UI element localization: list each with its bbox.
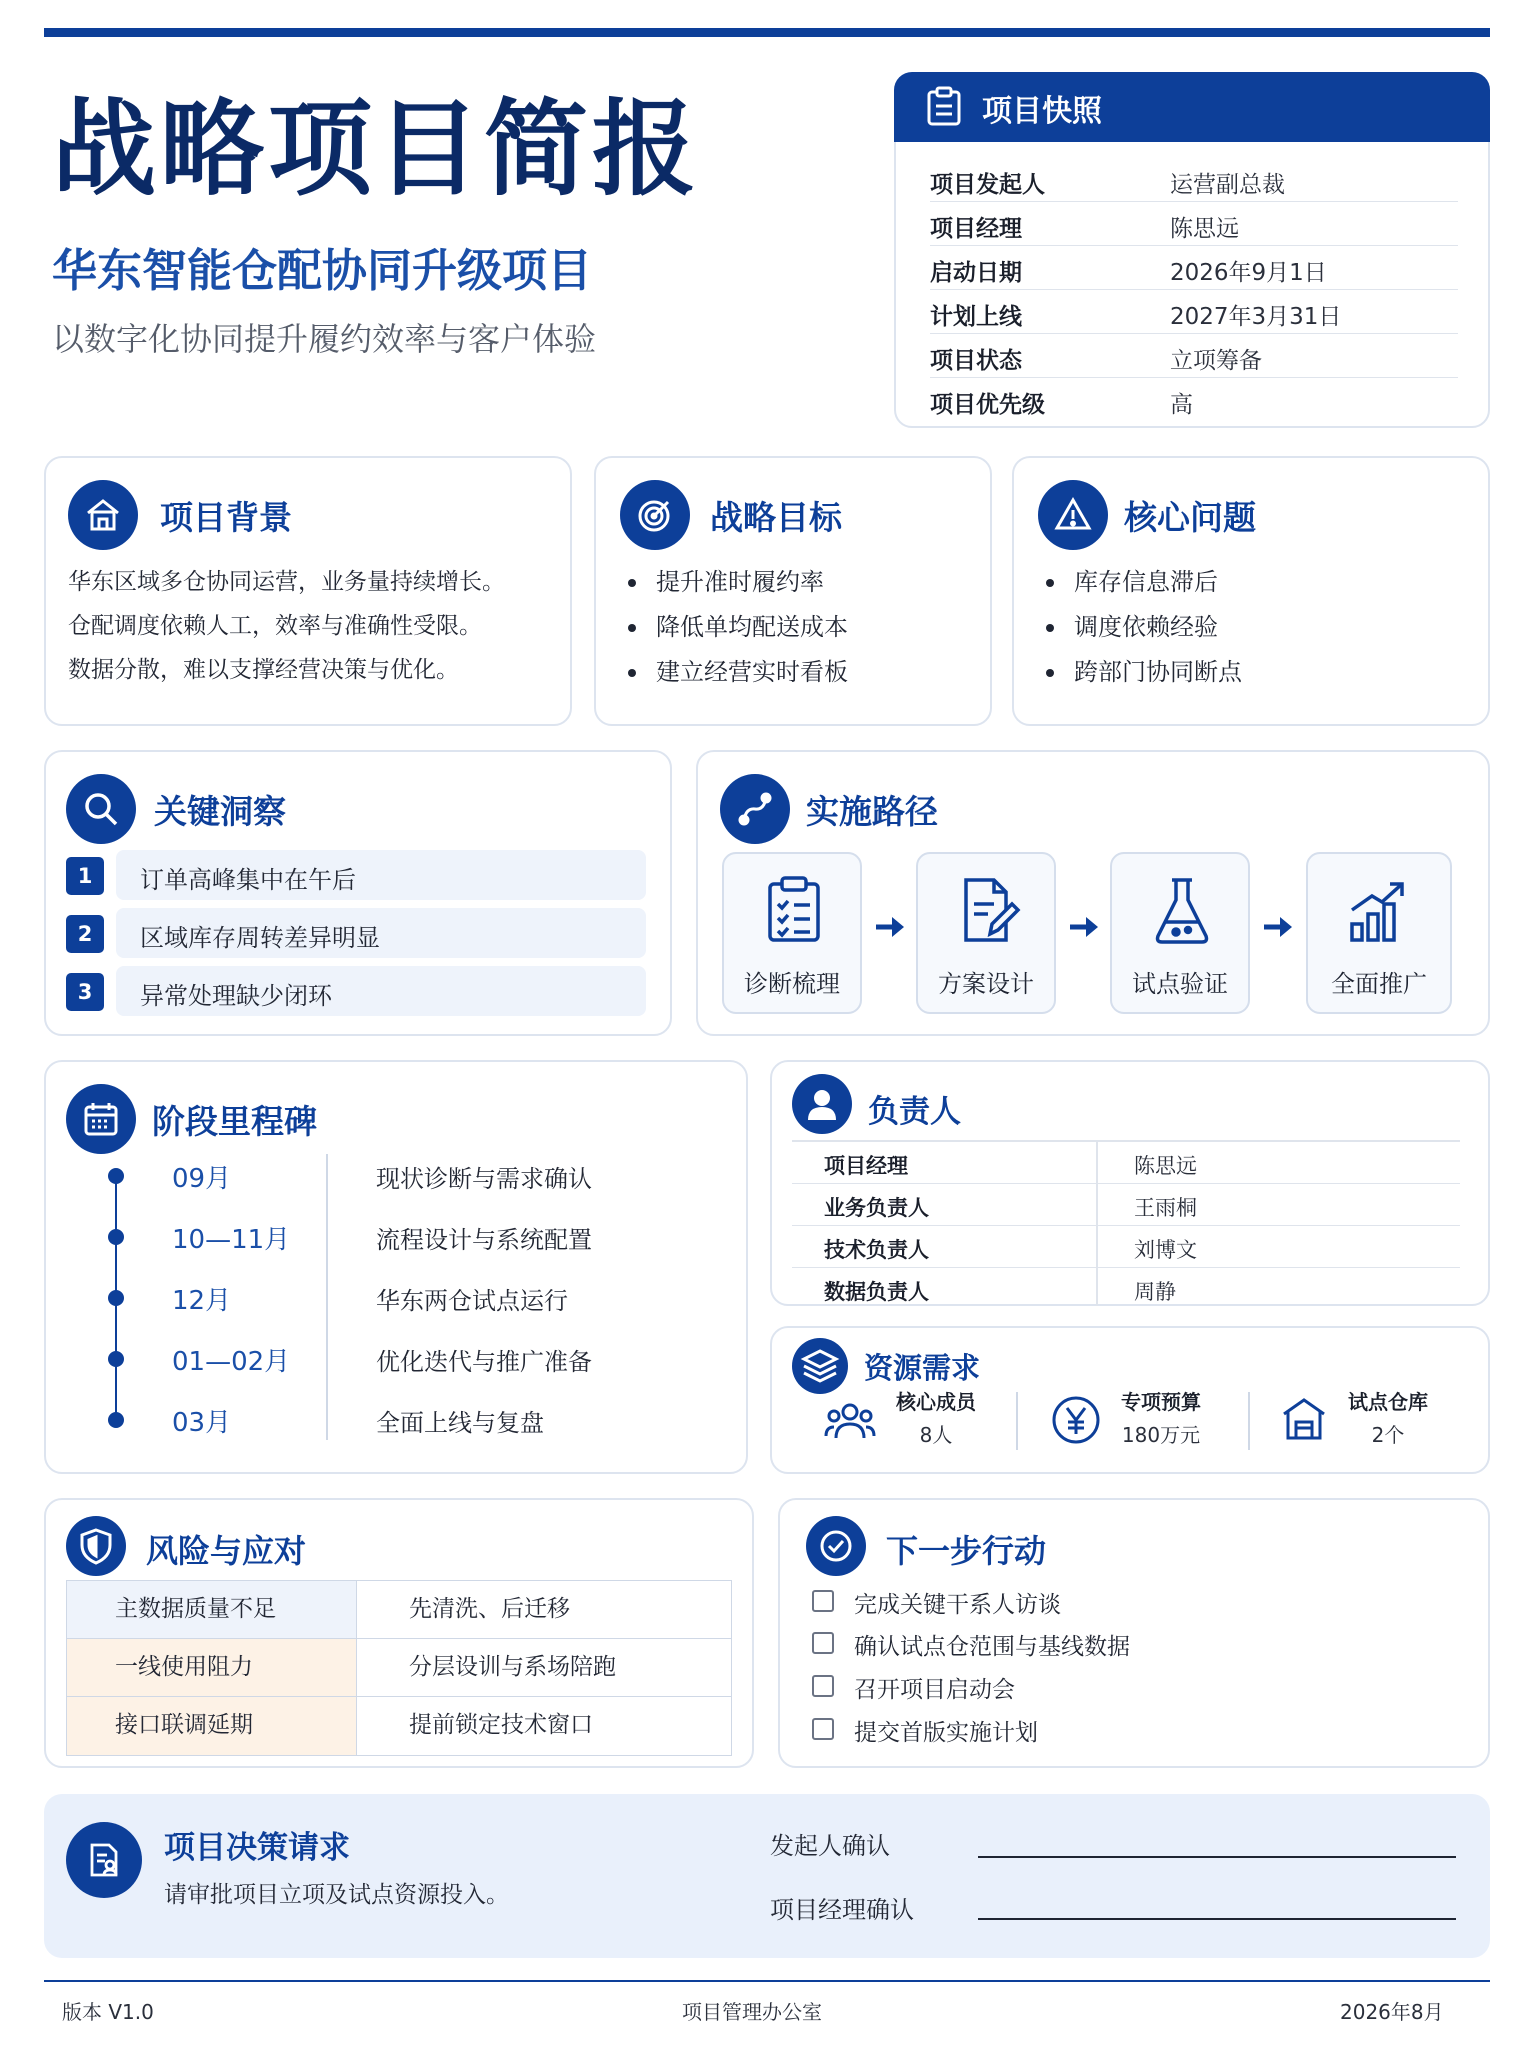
owners-card xyxy=(770,1060,1490,1306)
owner-row: 数据负责人 周静 xyxy=(824,1280,1176,1304)
timeline-dot xyxy=(108,1168,124,1184)
timeline-dot xyxy=(108,1412,124,1428)
decision-text: 请审批项目立项及试点资源投入。 xyxy=(164,1882,509,1908)
footer-office: 项目管理办公室 xyxy=(682,2000,822,2024)
milestones-title: 阶段里程碑 xyxy=(152,1102,317,1141)
insight-number: 3 xyxy=(66,973,104,1011)
flask-icon xyxy=(1148,874,1216,946)
snapshot-header xyxy=(894,72,1490,142)
footer-divider xyxy=(44,1980,1490,1982)
owner-row: 技术负责人 刘博文 xyxy=(792,1226,1460,1268)
resource-warehouses: 试点仓库 2个 xyxy=(1348,1390,1428,1447)
warehouse-icon xyxy=(1280,1394,1328,1442)
resource-budget: 专项预算 180万元 xyxy=(1121,1390,1201,1447)
list-item: 建立经营实时看板 xyxy=(624,650,848,695)
snapshot-row: 项目状态 立项筹备 xyxy=(930,334,1458,378)
issues-card xyxy=(1012,456,1490,726)
issues-list xyxy=(1042,560,1242,695)
background-title: 项目背景 xyxy=(160,498,292,537)
table-row: 主数据质量不足 先清洗、后迁移 xyxy=(67,1581,731,1639)
goals-card xyxy=(594,456,992,726)
milestone-text: 流程设计与系统配置 xyxy=(376,1226,592,1254)
insight-number: 1 xyxy=(66,857,104,895)
divider xyxy=(326,1154,328,1440)
team-icon xyxy=(824,1400,876,1442)
home-icon xyxy=(68,480,138,550)
issues-title: 核心问题 xyxy=(1124,498,1256,537)
step-design: 方案设计 xyxy=(916,852,1056,1014)
approval-document-icon xyxy=(66,1822,142,1898)
checklist-icon xyxy=(760,874,828,946)
user-icon xyxy=(792,1074,852,1134)
timeline-dot xyxy=(108,1290,124,1306)
snapshot-title: 项目快照 xyxy=(982,94,1102,129)
background-text: 华东区域多仓协同运营，业务量持续增长。 仓配调度依赖人工，效率与准确性受限。 数据分散，难以支撑经营决策与优化。 xyxy=(68,569,505,683)
route-icon xyxy=(720,774,790,844)
next-steps-card: 下一步行动 完成关键干系人访谈 确认试点仓范围与基线数据 召开项目启动会 提交首版实施计划 xyxy=(778,1498,1490,1768)
snapshot-card xyxy=(894,72,1490,428)
arrow-right-icon xyxy=(1068,914,1100,940)
footer-date: 2026年8月 xyxy=(1340,2000,1444,2024)
sponsor-sign-label: 发起人确认 xyxy=(770,1832,890,1860)
risks-title: 风险与应对 xyxy=(146,1532,307,1570)
list-item: 库存信息滞后 xyxy=(1042,560,1242,605)
owners-title: 负责人 xyxy=(868,1094,961,1130)
resource-members: 核心成员 8人 xyxy=(896,1390,976,1447)
divider xyxy=(1248,1392,1250,1450)
milestone-text: 优化迭代与推广准备 xyxy=(376,1348,592,1376)
table-row: 接口联调延期 提前锁定技术窗口 xyxy=(67,1697,731,1755)
snapshot-row: 项目经理 陈思远 xyxy=(930,202,1458,246)
arrow-right-icon xyxy=(874,914,906,940)
path-card xyxy=(696,750,1490,1036)
arrow-right-icon xyxy=(1262,914,1294,940)
list-item: 2 区域库存周转差异明显 xyxy=(66,908,650,958)
list-item: 降低单均配送成本 xyxy=(624,605,848,650)
goals-list xyxy=(624,560,848,695)
snapshot-row: 项目发起人 运营副总裁 xyxy=(930,158,1458,202)
milestone-date: 10—11月 xyxy=(172,1225,291,1255)
table-row: 一线使用阻力 分层设训与系场陪跑 xyxy=(67,1639,731,1697)
milestone-text: 全面上线与复盘 xyxy=(376,1409,544,1437)
timeline-dot xyxy=(108,1351,124,1367)
calendar-icon xyxy=(66,1084,136,1154)
insights-title: 关键洞察 xyxy=(154,792,286,831)
pm-sign-label: 项目经理确认 xyxy=(770,1896,914,1924)
step-diagnosis: 诊断梳理 xyxy=(722,852,862,1014)
milestones-card xyxy=(44,1060,748,1474)
list-item: 跨部门协同断点 xyxy=(1042,650,1242,695)
pm-signature-line[interactable] xyxy=(978,1918,1456,1920)
footer-version: 版本 V1.0 xyxy=(62,2000,154,2024)
goals-title: 战略目标 xyxy=(710,498,842,537)
list-item: 3 异常处理缺少闭环 xyxy=(66,966,650,1016)
resources-title: 资源需求 xyxy=(864,1351,981,1385)
owner-row: 业务负责人 王雨桐 xyxy=(792,1184,1460,1226)
milestone-date: 09月 xyxy=(172,1164,232,1194)
growth-chart-icon xyxy=(1344,874,1412,946)
tagline: 以数字化协同提升履约效率与客户体验 xyxy=(52,320,597,358)
target-icon xyxy=(620,480,690,550)
step-pilot: 试点验证 xyxy=(1110,852,1250,1014)
list-item: 提升准时履约率 xyxy=(624,560,848,605)
clipboard-icon xyxy=(924,85,964,127)
check-circle-icon xyxy=(806,1516,866,1576)
sponsor-signature-line[interactable] xyxy=(978,1856,1456,1858)
milestone-date: 12月 xyxy=(172,1286,232,1316)
decision-title: 项目决策请求 xyxy=(164,1830,350,1866)
milestone-date: 03月 xyxy=(172,1408,232,1438)
project-name: 华东智能仓配协同升级项目 xyxy=(52,244,593,297)
yuan-coin-icon xyxy=(1050,1394,1102,1446)
shield-icon xyxy=(66,1516,126,1576)
milestone-text: 现状诊断与需求确认 xyxy=(376,1165,592,1193)
risk-table xyxy=(66,1580,732,1756)
warning-icon xyxy=(1038,480,1108,550)
background-card xyxy=(44,456,572,726)
checkbox[interactable] xyxy=(812,1590,834,1612)
layers-icon xyxy=(792,1338,848,1394)
path-title: 实施路径 xyxy=(806,792,938,831)
decision-panel xyxy=(44,1794,1490,1958)
document-edit-icon xyxy=(954,874,1022,946)
milestone-date: 01—02月 xyxy=(172,1347,291,1377)
checkbox[interactable] xyxy=(812,1675,834,1697)
step-rollout: 全面推广 xyxy=(1306,852,1452,1014)
resources-card xyxy=(770,1326,1490,1474)
insights-card xyxy=(44,750,672,1036)
insight-number: 2 xyxy=(66,915,104,953)
snapshot-row: 启动日期 2026年9月1日 xyxy=(930,246,1458,290)
divider xyxy=(1016,1392,1018,1450)
snapshot-row: 项目优先级 高 xyxy=(930,392,1193,418)
page-title: 战略项目简报 xyxy=(52,88,701,210)
owner-row: 项目经理 陈思远 xyxy=(792,1142,1460,1184)
milestone-text: 华东两仓试点运行 xyxy=(376,1287,568,1315)
list-item: 调度依赖经验 xyxy=(1042,605,1242,650)
timeline-dot xyxy=(108,1229,124,1245)
list-item: 1 订单高峰集中在午后 xyxy=(66,850,650,900)
next-steps-title: 下一步行动 xyxy=(886,1532,1047,1570)
risks-card xyxy=(44,1498,754,1768)
search-icon xyxy=(66,774,136,844)
checkbox[interactable] xyxy=(812,1718,834,1740)
snapshot-row: 计划上线 2027年3月31日 xyxy=(930,290,1458,334)
checkbox[interactable] xyxy=(812,1632,834,1654)
top-accent-bar xyxy=(44,28,1490,37)
